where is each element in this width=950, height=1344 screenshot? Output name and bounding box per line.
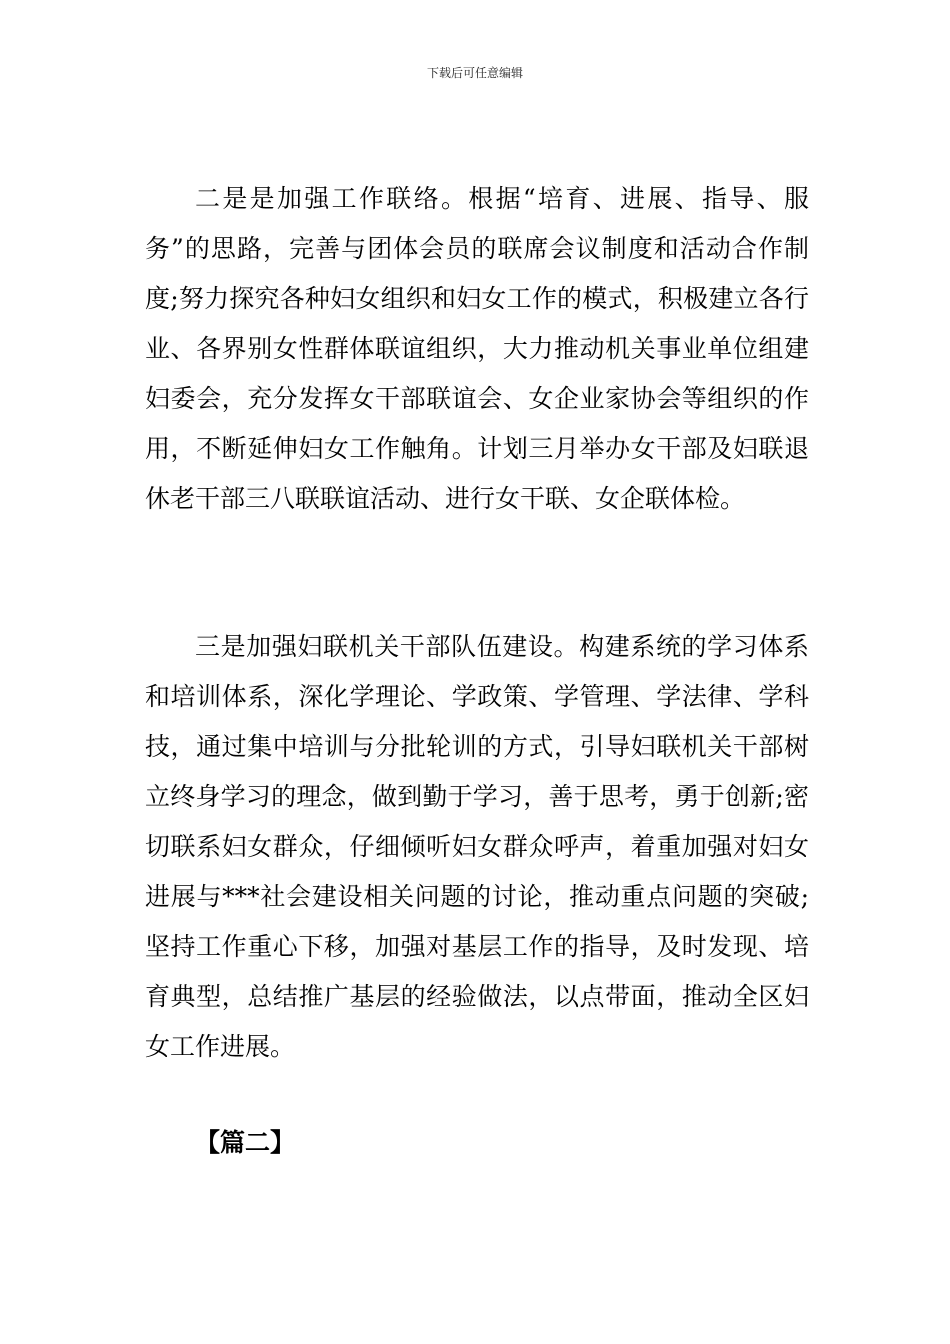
page-header-note: 下载后可任意编辑	[426, 66, 523, 80]
section-title: 【篇二】	[195, 1128, 296, 1157]
paragraph-text: 三是加强妇联机关干部队伍建设。构建系统的学习体系和培训体系，深化学理论、学政策、学管理、学法律、学科技，通过集中培训与分批轮训的方式，引导妇联机关干部树立终身学习的理念，做到勤于学习，善于思考，勇于创新;密切联系妇女群众，仔细倾听妇女群众呼声，着重加强对妇女进展与***社会建设相关问题的讨论，推动重点问题的突破;坚持工作重心下移，加强对基层工作的指导，及时发现、培育典型，总结推广基层的经验做法，以点带面，推动全区妇女工作进展。	[145, 632, 809, 1061]
paragraph-work-liaison	[145, 174, 809, 524]
paragraph-text: 二是是加强工作联络。根据“培育、进展、指导、服务”的思路，完善与团体会员的联席会议制度和活动合作制度;努力探究各种妇女组织和妇女工作的模式，积极建立各行业、各界别女性群体联谊组织，大力推动机关事业单位组建妇委会，充分发挥女干部联谊会、女企业家协会等组织的作用，不断延伸妇女工作触角。计划三月举办女干部及妇联退休老干部三八联联谊活动、进行女干联、女企联体检。	[145, 184, 809, 513]
paragraph-cadre-team-building	[145, 622, 809, 1072]
